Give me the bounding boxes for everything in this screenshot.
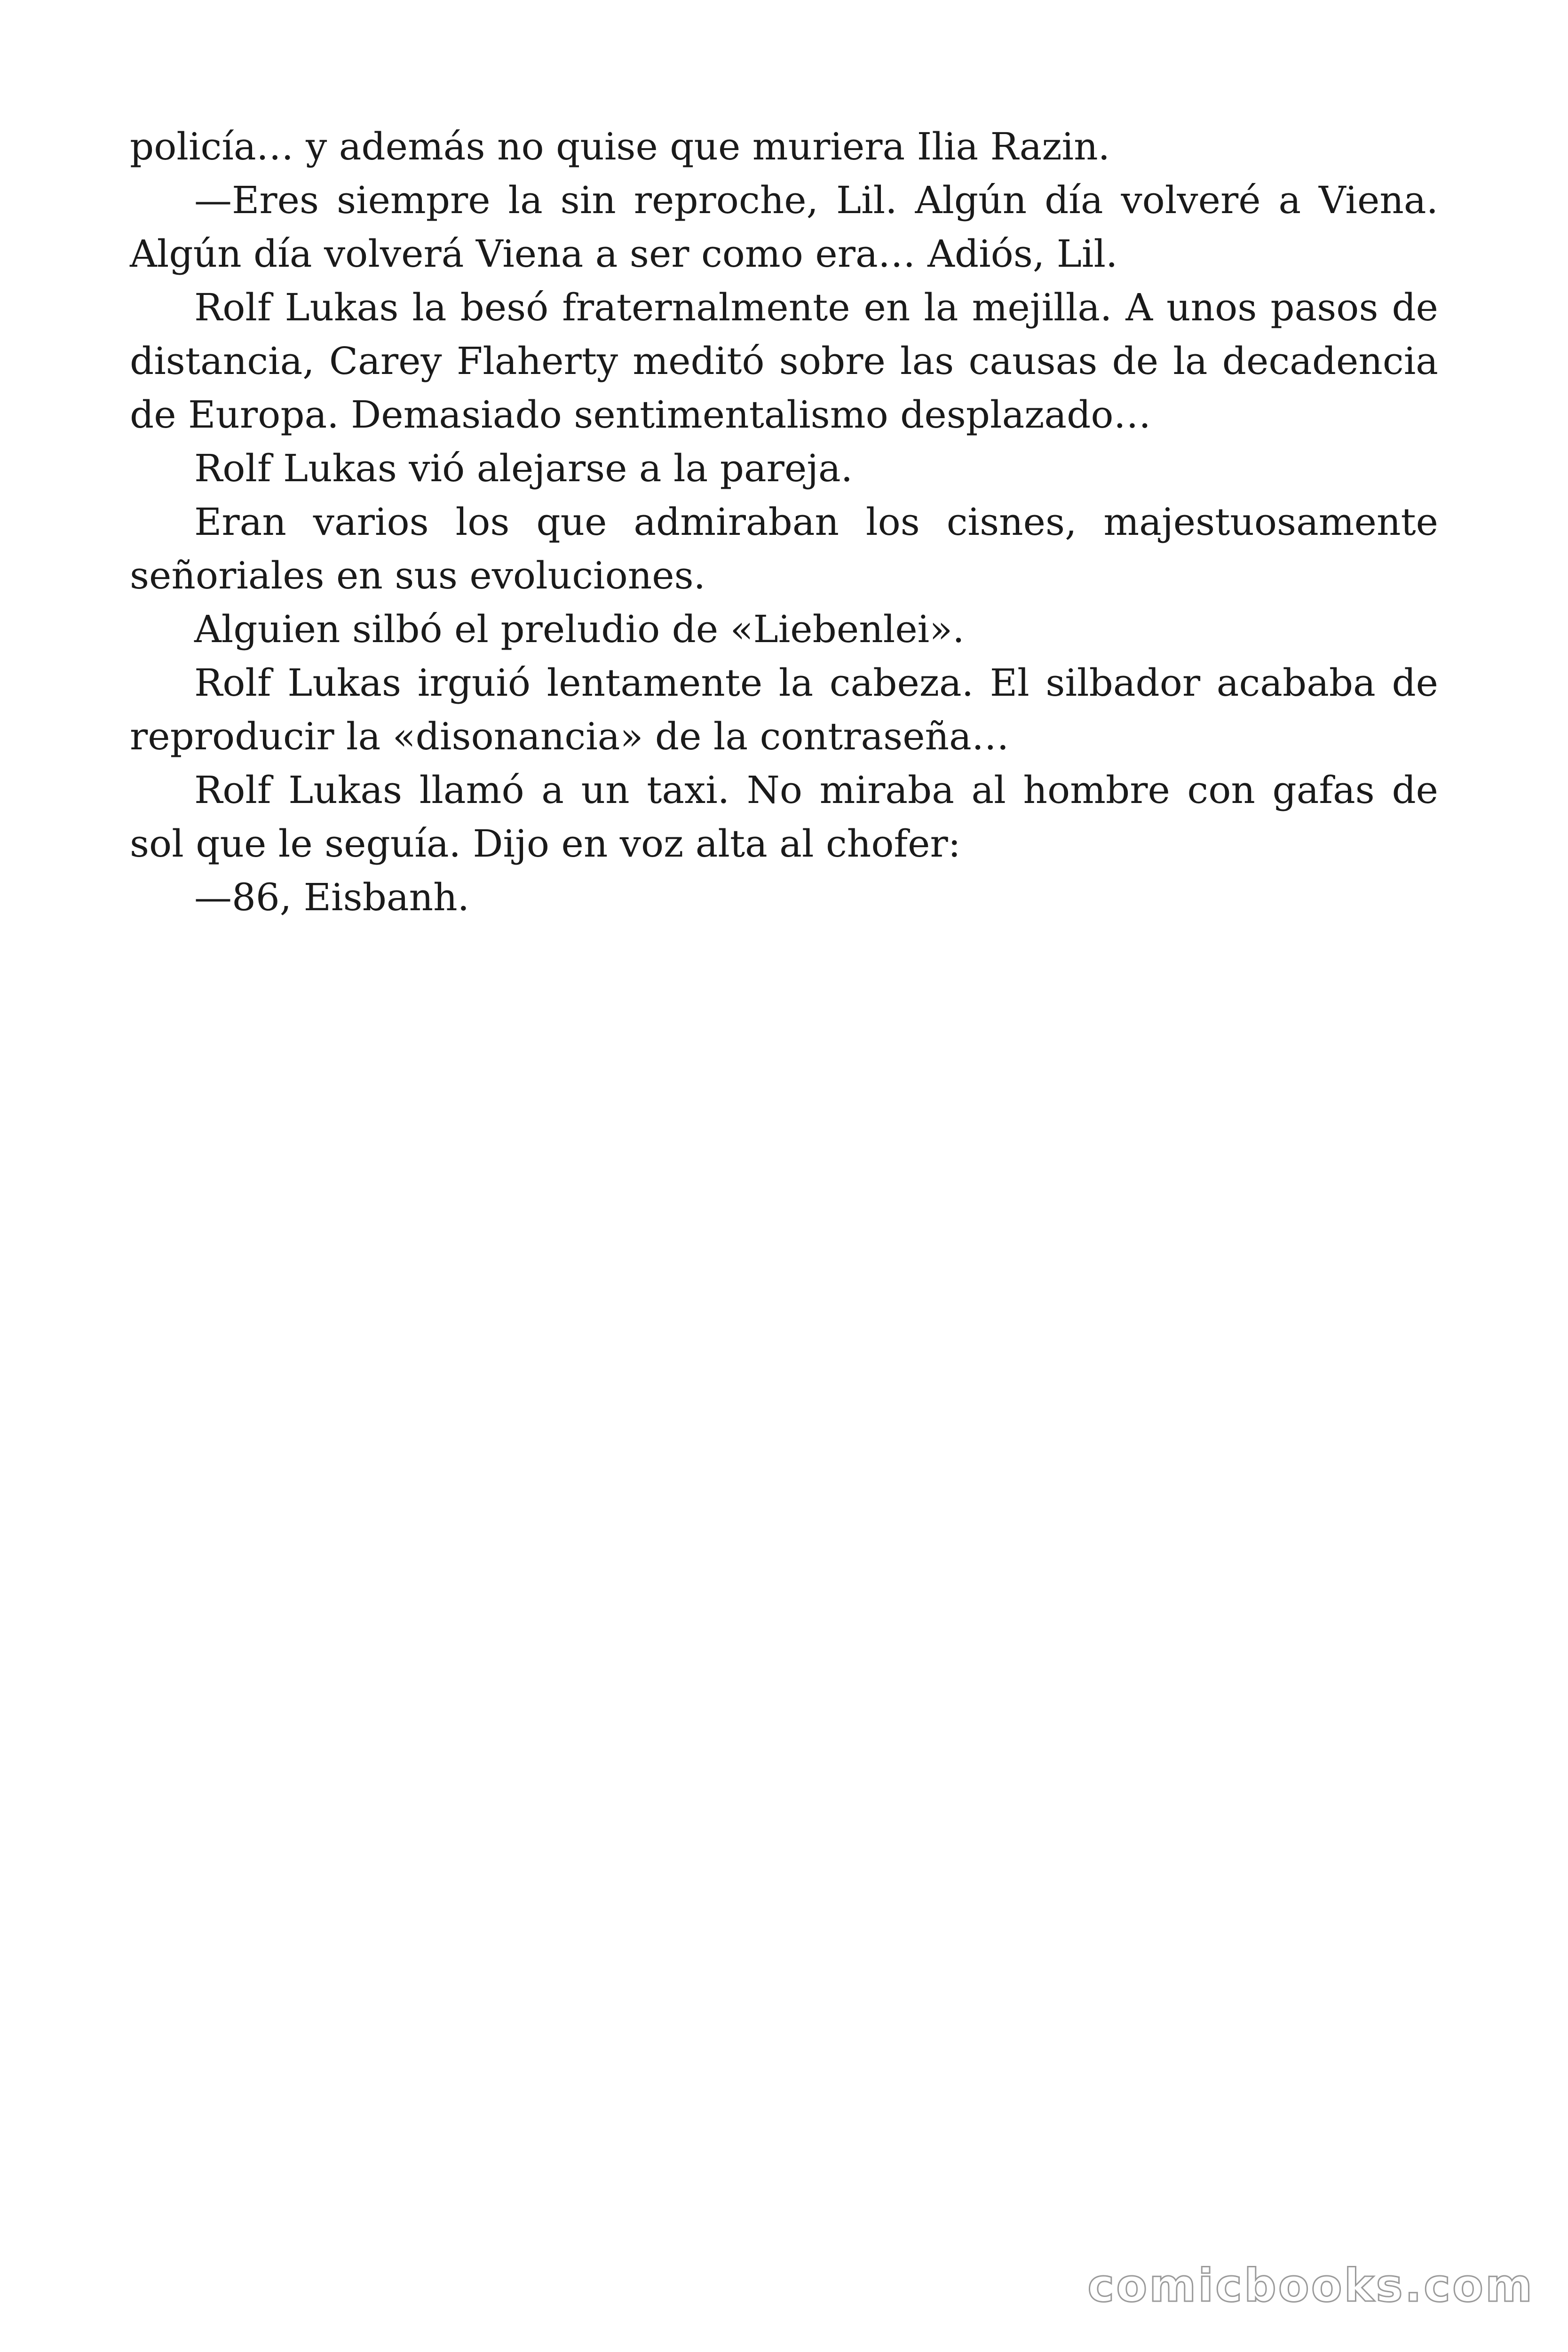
paragraph: Alguien silbó el preludio de «Liebenlei». — [194, 607, 965, 651]
paragraph: —Eres siempre la sin reproche, Lil. Algún día volveré a Viena. Algún día volverá Viena a ser como era… Adiós, Lil. — [130, 178, 1438, 276]
body-text — [130, 120, 1438, 924]
paragraph: policía… y además no quise que muriera Ilia Razin. — [130, 125, 1110, 168]
watermark: comicbooks.com — [1087, 2259, 1534, 2312]
paragraph: Rolf Lukas llamó a un taxi. No miraba al hombre con gafas de sol que le seguía. Dijo en voz alta al chofer: — [130, 768, 1438, 866]
paragraph: Rolf Lukas irguió lentamente la cabeza. El silbador acababa de reproducir la «disonancia» de la contraseña… — [130, 661, 1438, 758]
paragraph: Eran varios los que admiraban los cisnes, majestuosamente señoriales en sus evoluciones. — [130, 500, 1438, 597]
paragraph: Rolf Lukas vió alejarse a la pareja. — [194, 446, 853, 490]
paragraph: Rolf Lukas la besó fraternalmente en la mejilla. A unos pasos de distancia, Carey Flaherty meditó sobre las causas de la decadencia de Europa. Demasiado sentimentalismo desplazado… — [130, 286, 1438, 437]
paragraph: —86, Eisbanh. — [194, 875, 470, 919]
